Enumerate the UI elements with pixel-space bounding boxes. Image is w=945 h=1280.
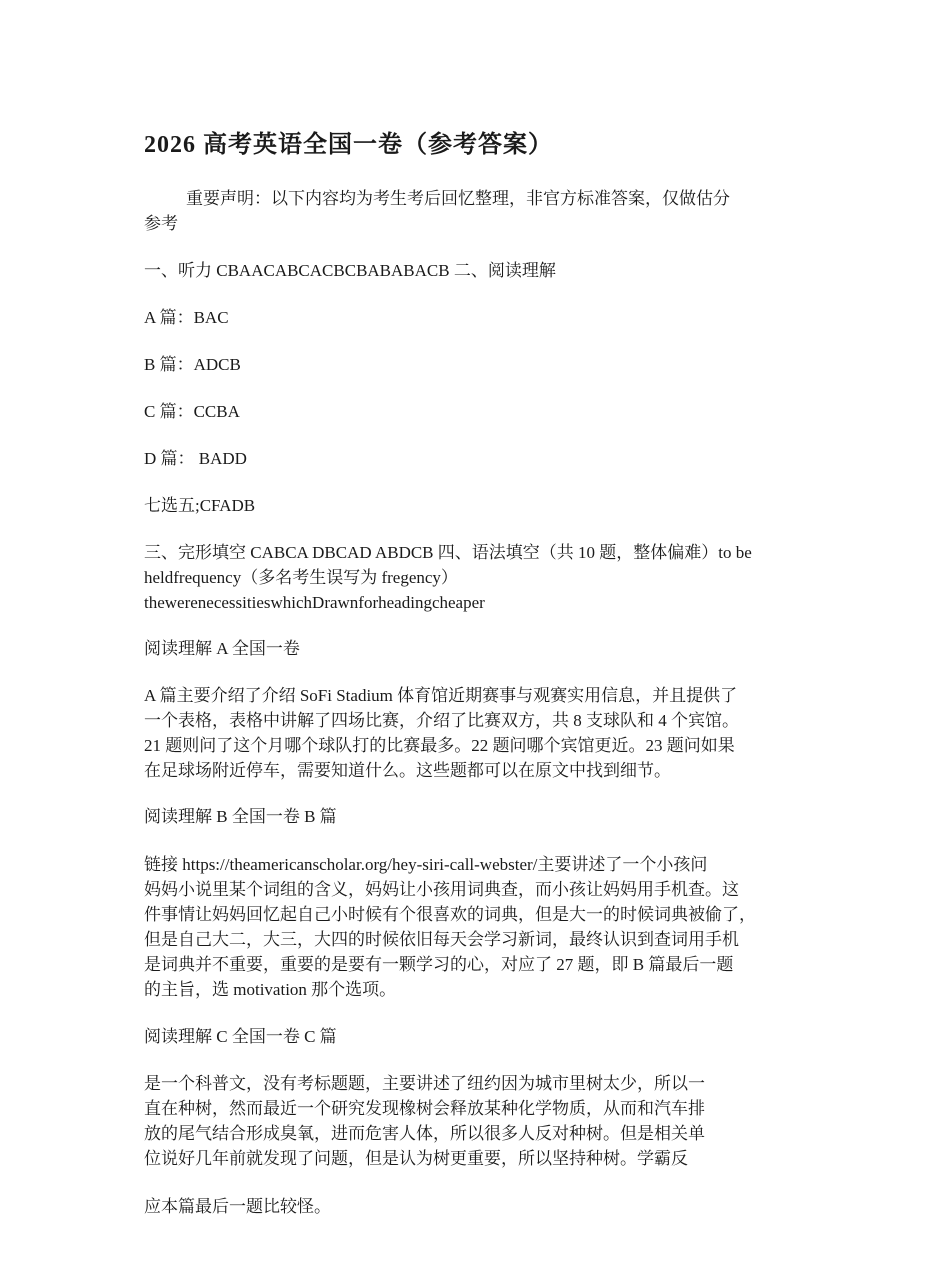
body-line: 一个表格，表格中讲解了四场比赛，介绍了比赛双方，共 8 支球队和 4 个宾馆。: [144, 711, 739, 730]
body-line: 放的尾气结合形成臭氧，进而危害人体，所以很多人反对种树。但是相关单: [144, 1124, 705, 1143]
document-title: 2026 高考英语全国一卷（参考答案）: [144, 132, 553, 158]
section-heading: 阅读理解 C 全国一卷 C 篇: [144, 1027, 337, 1046]
section-a-body: [144, 683, 804, 783]
section-b-heading: [144, 804, 804, 829]
reading-answer-b: [144, 352, 804, 377]
body-line: 应本篇最后一题比较怪。: [144, 1197, 331, 1216]
body-line: 直在种树，然而最近一个研究发现橡树会释放某种化学物质，从而和汽车排: [144, 1099, 705, 1118]
section-c-body: [144, 1071, 804, 1171]
answer-line: 七选五;CFADB: [144, 496, 256, 515]
body-line: A 篇主要介绍了介绍 SoFi Stadium 体育馆近期赛事与观赛实用信息，并且提供了: [144, 686, 738, 705]
body-line: 是一个科普文，没有考标题题，主要讲述了纽约因为城市里树太少，所以一: [144, 1074, 705, 1093]
answer-line: B 篇：ADCB: [144, 355, 241, 374]
body-line: 件事情让妈妈回忆起自己小时候有个很喜欢的词典，但是大一的时候词典被偷了，: [144, 905, 756, 924]
body-line: 但是自己大二，大三，大四的时候依旧每天会学习新词，最终认识到查词用手机: [144, 930, 739, 949]
section-c-tail: [144, 1194, 804, 1219]
section-a-heading: [144, 636, 804, 661]
listening-line: 一、听力 CBAACABCACBCBABABACB 二、阅读理解: [144, 261, 556, 280]
body-line: 是词典并不重要，重要的是要有一颗学习的心，对应了 27 题，即 B 篇最后一题: [144, 955, 734, 974]
body-line: 位说好几年前就发现了问题，但是认为树更重要，所以坚持种树。学霸反: [144, 1149, 688, 1168]
cloze-line: 三、完形填空 CABCA DBCAD ABDCB 四、语法填空（共 10 题，整体偏难）to be: [144, 543, 752, 562]
section-b-body: [144, 852, 804, 1002]
answer-line: C 篇：CCBA: [144, 402, 240, 421]
body-line: 在足球场附近停车，需要知道什么。这些题都可以在原文中找到细节。: [144, 761, 671, 780]
notice-line: 重要声明：以下内容均为考生考后回忆整理，非官方标准答案，仅做估分: [186, 189, 730, 208]
reading-answer-d: [144, 446, 804, 471]
body-line: 妈妈小说里某个词组的含义，妈妈让小孩用词典查，而小孩让妈妈用手机查。这: [144, 880, 739, 899]
section-c-heading: [144, 1024, 804, 1049]
section-heading: 阅读理解 B 全国一卷 B 篇: [144, 807, 337, 826]
body-line: 链接 https://theamericanscholar.org/hey-siri-call-webster/主要讲述了一个小孩问: [144, 855, 708, 874]
listening-answers: [144, 258, 804, 283]
cloze-line: heldfrequency（多名考生误写为 fregency）: [144, 568, 458, 587]
body-line: 的主旨，选 motivation 那个选项。: [144, 980, 397, 999]
answer-line: A 篇：BAC: [144, 308, 229, 327]
reading-answer-a: [144, 305, 804, 330]
answer-line: D 篇： BADD: [144, 449, 247, 468]
cloze-line: thewerenecessitieswhichDrawnforheadingcheaper: [144, 593, 485, 612]
body-line: 21 题则问了这个月哪个球队打的比赛最多。22 题问哪个宾馆更近。23 题问如果: [144, 736, 735, 755]
cloze-grammar-answers: [144, 540, 804, 615]
notice-line: 参考: [144, 214, 178, 233]
reading-answer-c: [144, 399, 804, 424]
seven-choose-five-answer: [144, 493, 804, 518]
section-heading: 阅读理解 A 全国一卷: [144, 639, 300, 658]
notice-paragraph: [144, 186, 804, 236]
